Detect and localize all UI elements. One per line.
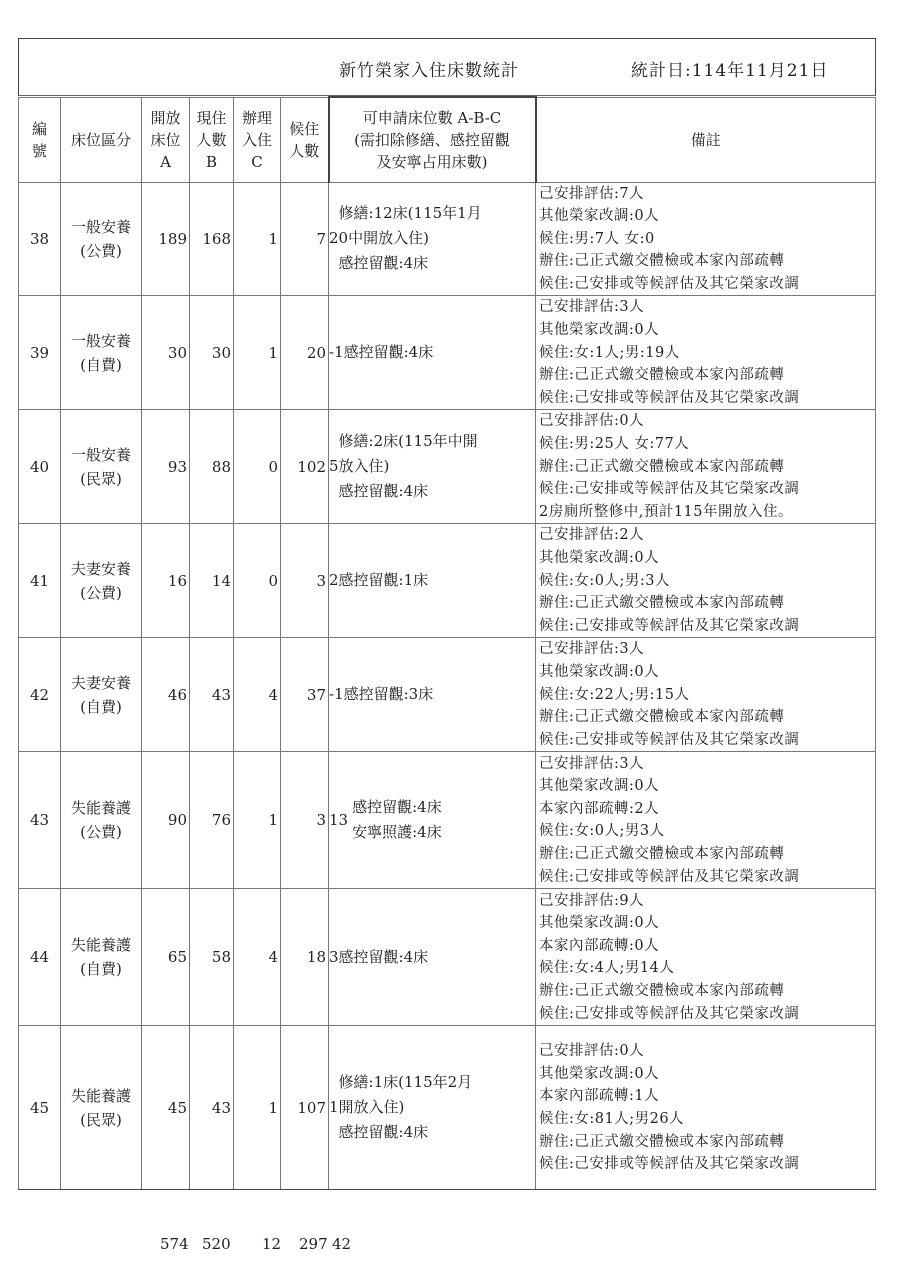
available-line: 2感控留觀:1床 (329, 571, 429, 590)
notes-cell (536, 889, 876, 1026)
processing-count: 4 (234, 638, 281, 752)
open-beds: 30 (142, 296, 190, 410)
current-residents: 43 (190, 638, 234, 752)
available-line: 感控留觀:4床 (329, 482, 429, 501)
statistics-date: 統計日:114年11月21日 (631, 61, 829, 81)
note-line: 本家內部疏轉:2人 (539, 800, 660, 817)
note-line: 候住:女:22人;男:15人 (539, 686, 690, 703)
processing-count: 1 (234, 296, 281, 410)
note-line: 其他榮家改調:0人 (539, 1065, 660, 1082)
processing-count: 4 (234, 889, 281, 1026)
note-line: 己安排評估:7人 (539, 185, 645, 202)
note-line: 候住:男:7人 女:0 (539, 230, 655, 247)
note-line: 其他榮家改調:0人 (539, 778, 660, 795)
bed-statistics-sheet (18, 38, 876, 1253)
note-line: 2房廁所整修中,預計115年開放入住。 (539, 503, 794, 520)
available-line: 1開放入住) (329, 1098, 405, 1117)
waiting-count: 18 (281, 889, 329, 1026)
available-beds (329, 296, 536, 410)
waiting-count: 102 (281, 410, 329, 524)
note-line: 其他榮家改調:0人 (539, 550, 660, 567)
processing-count: 1 (234, 182, 281, 296)
open-beds: 90 (142, 752, 190, 889)
row-number: 45 (19, 1026, 61, 1190)
available-value: 13 (329, 810, 349, 829)
row-number: 43 (19, 752, 61, 889)
note-line: 己安排評估:2人 (539, 527, 645, 544)
header-row (19, 97, 876, 182)
open-beds: 45 (142, 1026, 190, 1190)
available-line: 修繕:2床(115年中開 (329, 432, 478, 451)
current-residents: 168 (190, 182, 234, 296)
note-line: 其他榮家改調:0人 (539, 208, 660, 225)
available-beds (329, 182, 536, 296)
title-row (18, 38, 876, 96)
available-line: 修繕:12床(115年1月 (329, 204, 482, 223)
available-line: 3感控留觀:4床 (329, 947, 429, 966)
open-beds: 16 (142, 524, 190, 638)
note-line: 候住:己安排或等候評估及其它榮家改調 (539, 731, 800, 748)
zone-label: 夫妻安養 (公費) (61, 524, 142, 638)
notes-cell (536, 410, 876, 524)
available-line: 感控留觀:4床 (329, 254, 429, 273)
note-line: 己安排評估:0人 (539, 413, 645, 430)
current-residents: 43 (190, 1026, 234, 1190)
row-number: 40 (19, 410, 61, 524)
current-residents: 58 (190, 889, 234, 1026)
available-line: 5放入住) (329, 457, 390, 476)
row-number: 44 (19, 889, 61, 1026)
note-line: 候住:己安排或等候評估及其它榮家改調 (539, 617, 800, 634)
notes-cell (536, 182, 876, 296)
zone-label: 失能養護 (民眾) (61, 1026, 142, 1190)
note-line: 辦住:己正式繳交體檢或本家內部疏轉 (539, 846, 785, 863)
note-line: 己安排評估:3人 (539, 299, 645, 316)
note-line: 辦住:己正式繳交體檢或本家內部疏轉 (539, 1133, 785, 1150)
table-row (19, 296, 876, 410)
note-line: 候住:女:1人;男:19人 (539, 344, 680, 361)
available-beds (329, 1026, 536, 1190)
available-line: 感控留觀:4床 (329, 1123, 429, 1142)
waiting-count: 37 (281, 638, 329, 752)
note-line: 候住:己安排或等候評估及其它榮家改調 (539, 389, 800, 406)
note-line: 候住:己安排或等候評估及其它榮家改調 (539, 868, 800, 885)
col-current-residents: 現住 人數 B (190, 97, 234, 182)
open-beds: 93 (142, 410, 190, 524)
col-number: 編 號 (19, 97, 61, 182)
available-line: 20中開放入住) (329, 229, 429, 248)
available-beds (329, 524, 536, 638)
current-residents: 88 (190, 410, 234, 524)
note-line: 候住:女:4人;男14人 (539, 960, 675, 977)
col-processing: 辦理 入住 C (234, 97, 281, 182)
available-line: 感控留觀:4床 (352, 798, 442, 817)
row-number: 39 (19, 296, 61, 410)
note-line: 候住:己安排或等候評估及其它榮家改調 (539, 275, 800, 292)
waiting-count: 3 (281, 524, 329, 638)
table-row (19, 752, 876, 889)
zone-label: 一般安養 (民眾) (61, 410, 142, 524)
row-number: 42 (19, 638, 61, 752)
note-line: 辦住:己正式繳交體檢或本家內部疏轉 (539, 458, 785, 475)
notes-cell (536, 752, 876, 889)
zone-label: 一般安養 (自費) (61, 296, 142, 410)
table-row (19, 889, 876, 1026)
available-line: -1感控留觀:4床 (329, 343, 434, 362)
available-beds (329, 410, 536, 524)
col-waiting: 候住 人數 (281, 97, 329, 182)
total-current: 520 (202, 1235, 231, 1253)
open-beds: 65 (142, 889, 190, 1026)
table-row (19, 1026, 876, 1190)
processing-count: 1 (234, 752, 281, 889)
notes-cell (536, 524, 876, 638)
zone-label: 一般安養 (公費) (61, 182, 142, 296)
waiting-count: 20 (281, 296, 329, 410)
note-line: 其他榮家改調:0人 (539, 322, 660, 339)
processing-count: 0 (234, 524, 281, 638)
current-residents: 76 (190, 752, 234, 889)
note-line: 本家內部疏轉:1人 (539, 1088, 660, 1105)
processing-count: 0 (234, 410, 281, 524)
note-line: 候住:女:0人;男:3人 (539, 572, 670, 589)
note-line: 其他榮家改調:0人 (539, 915, 660, 932)
note-line: 辦住:己正式繳交體檢或本家內部疏轉 (539, 253, 785, 270)
col-available: 可申請床位數 A-B-C (需扣除修繕、感控留觀 及安寧占用床數) (329, 97, 536, 182)
table-row (19, 638, 876, 752)
col-open-beds: 開放 床位 A (142, 97, 190, 182)
note-line: 候住:己安排或等候評估及其它榮家改調 (539, 481, 800, 498)
available-beds (329, 889, 536, 1026)
note-line: 己安排評估:3人 (539, 755, 645, 772)
total-open: 574 (160, 1235, 189, 1253)
current-residents: 30 (190, 296, 234, 410)
bed-table (18, 96, 876, 1190)
row-number: 38 (19, 182, 61, 296)
current-residents: 14 (190, 524, 234, 638)
page-title: 新竹榮家入住床數統計 (339, 61, 519, 81)
row-number: 41 (19, 524, 61, 638)
note-line: 辦住:己正式繳交體檢或本家內部疏轉 (539, 709, 785, 726)
notes-cell (536, 638, 876, 752)
zone-label: 失能養護 (自費) (61, 889, 142, 1026)
waiting-count: 3 (281, 752, 329, 889)
notes-cell (536, 296, 876, 410)
zone-label: 失能養護 (公費) (61, 752, 142, 889)
total-waiting: 297 (299, 1235, 328, 1253)
col-notes: 備註 (536, 97, 876, 182)
waiting-count: 7 (281, 182, 329, 296)
note-line: 候住:女:81人;男26人 (539, 1110, 685, 1127)
table-row (19, 410, 876, 524)
note-line: 辦住:己正式繳交體檢或本家內部疏轉 (539, 983, 785, 1000)
note-line: 辦住:己正式繳交體檢或本家內部疏轉 (539, 595, 785, 612)
note-line: 己安排評估:9人 (539, 892, 645, 909)
zone-label: 夫妻安養 (自費) (61, 638, 142, 752)
open-beds: 46 (142, 638, 190, 752)
note-line: 候住:己安排或等候評估及其它榮家改調 (539, 1005, 800, 1022)
available-beds (329, 638, 536, 752)
available-line: 修繕:1床(115年2月 (329, 1073, 473, 1092)
table-row (19, 182, 876, 296)
note-line: 己安排評估:3人 (539, 641, 645, 658)
notes-cell (536, 1026, 876, 1190)
note-line: 其他榮家改調:0人 (539, 664, 660, 681)
available-beds (329, 752, 536, 889)
note-line: 候住:女:0人;男3人 (539, 823, 665, 840)
total-processing: 12 (262, 1235, 282, 1253)
available-line: 安寧照護:4床 (352, 823, 442, 842)
note-line: 己安排評估:0人 (539, 1043, 645, 1060)
total-available: 42 (332, 1235, 352, 1253)
note-line: 本家內部疏轉:0人 (539, 937, 660, 954)
table-row (19, 524, 876, 638)
waiting-count: 107 (281, 1026, 329, 1190)
open-beds: 189 (142, 182, 190, 296)
note-line: 候住:己安排或等候評估及其它榮家改調 (539, 1156, 800, 1173)
note-line: 辦住:己正式繳交體檢或本家內部疏轉 (539, 367, 785, 384)
processing-count: 1 (234, 1026, 281, 1190)
note-line: 候住:男:25人 女:77人 (539, 436, 690, 453)
available-line: -1感控留觀:3床 (329, 685, 434, 704)
col-zone: 床位區分 (61, 97, 142, 182)
